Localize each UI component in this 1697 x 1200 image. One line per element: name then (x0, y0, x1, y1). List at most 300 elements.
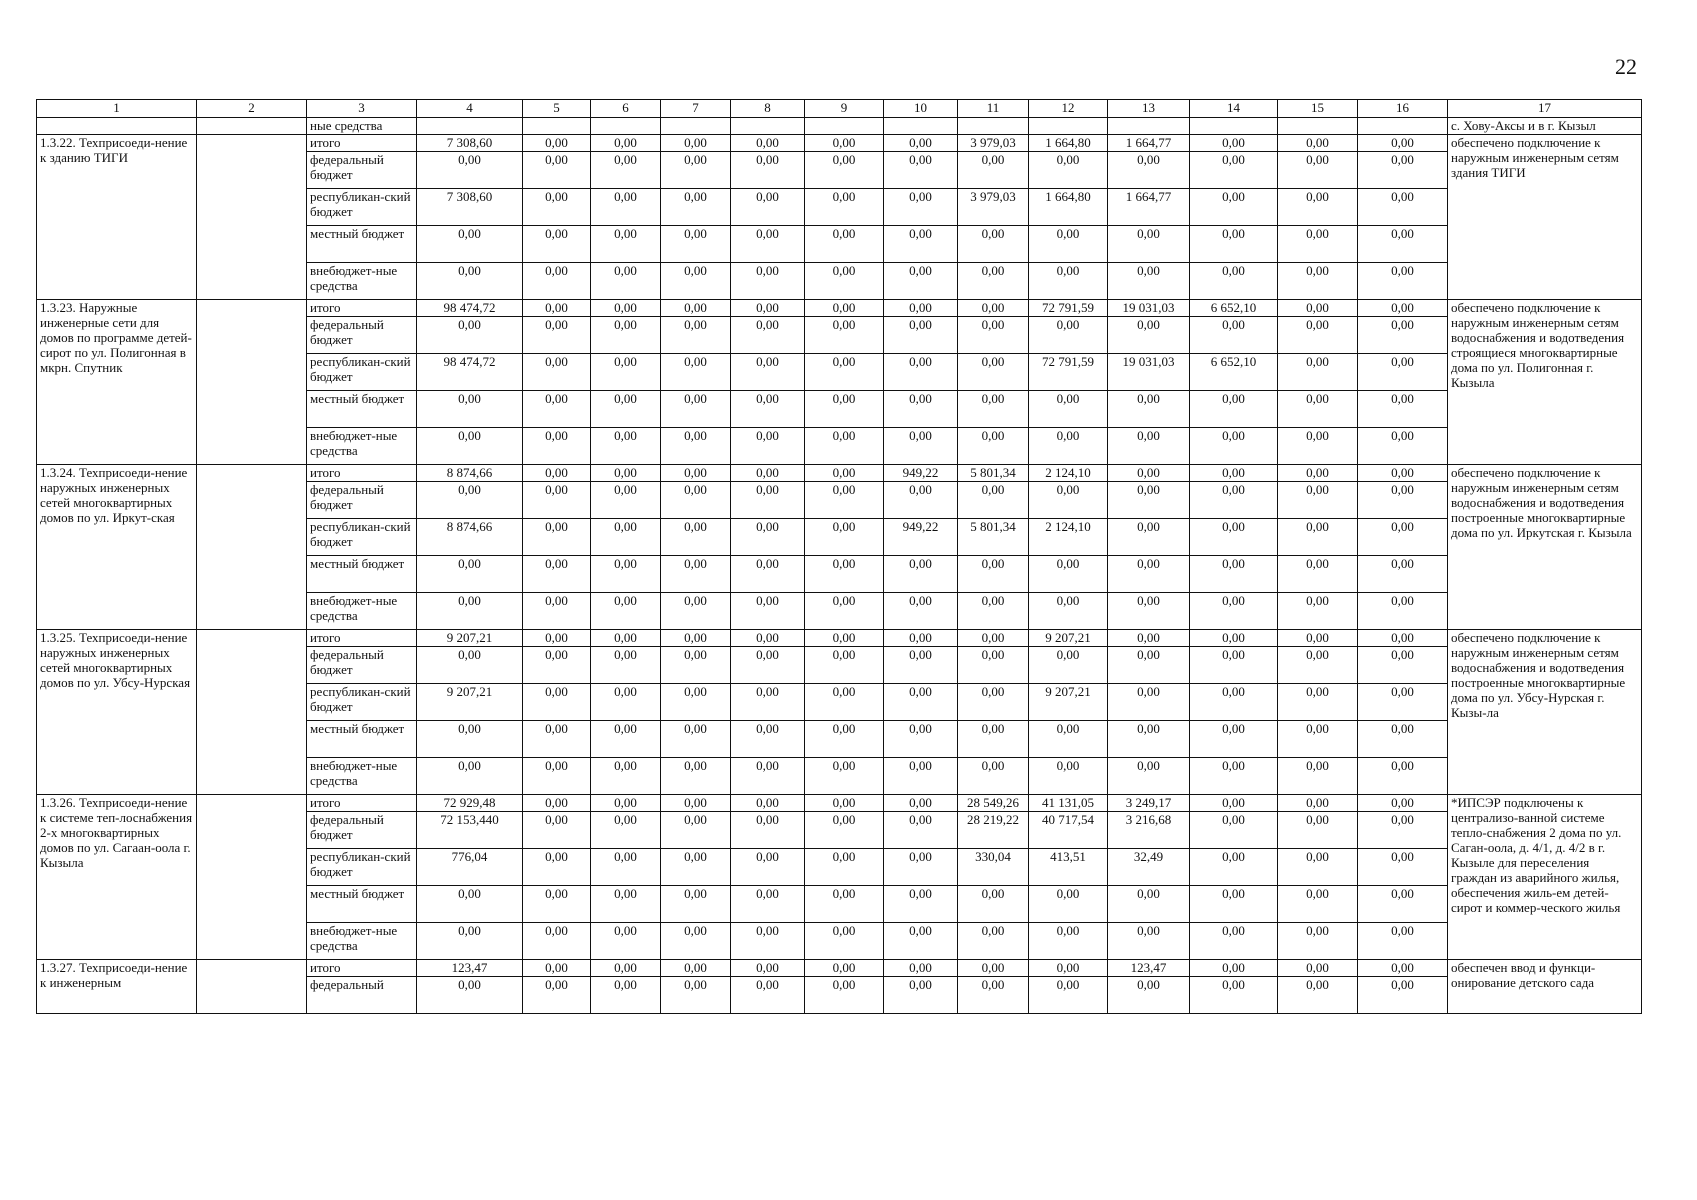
value-cell (1190, 118, 1278, 135)
value-cell: 0,00 (958, 630, 1029, 647)
value-cell: 98 474,72 (417, 354, 523, 391)
value-cell: 0,00 (1358, 189, 1448, 226)
value-cell: 0,00 (1358, 960, 1448, 977)
value-cell: 0,00 (884, 630, 958, 647)
value-cell: 0,00 (958, 593, 1029, 630)
value-cell: 0,00 (884, 263, 958, 300)
value-cell: 0,00 (417, 391, 523, 428)
column-number-header: 9 (805, 100, 884, 118)
value-cell: 0,00 (1278, 721, 1358, 758)
value-cell: 0,00 (661, 189, 731, 226)
value-cell: 0,00 (1190, 189, 1278, 226)
column-number-header: 14 (1190, 100, 1278, 118)
project-name: 1.3.24. Техприсоеди-нение наружных инженерных сетей многоквартирных домов по ул. Иркут-ская (37, 465, 197, 630)
value-cell: 9 207,21 (1029, 684, 1108, 721)
value-cell: 0,00 (417, 977, 523, 1014)
value-cell: 0,00 (1190, 482, 1278, 519)
value-cell: 0,00 (591, 721, 661, 758)
value-cell: 0,00 (958, 226, 1029, 263)
value-cell: 0,00 (661, 354, 731, 391)
value-cell: 0,00 (1278, 630, 1358, 647)
value-cell: 0,00 (1190, 263, 1278, 300)
value-cell: 0,00 (1108, 556, 1190, 593)
value-cell: 0,00 (731, 647, 805, 684)
value-cell: 0,00 (1108, 593, 1190, 630)
value-cell: 0,00 (884, 391, 958, 428)
value-cell: 0,00 (591, 556, 661, 593)
value-cell: 0,00 (731, 593, 805, 630)
value-cell: 0,00 (1190, 795, 1278, 812)
value-cell: 0,00 (1358, 886, 1448, 923)
value-cell: 0,00 (1108, 226, 1190, 263)
column-number-header: 6 (591, 100, 661, 118)
value-cell: 0,00 (591, 647, 661, 684)
empty-cell (197, 960, 307, 1014)
value-cell: 0,00 (1278, 795, 1358, 812)
value-cell: 0,00 (1278, 977, 1358, 1014)
value-cell: 0,00 (1108, 886, 1190, 923)
value-cell: 1 664,77 (1108, 135, 1190, 152)
value-cell: 0,00 (1108, 923, 1190, 960)
value-cell: 0,00 (805, 960, 884, 977)
value-cell: 0,00 (805, 152, 884, 189)
value-cell: 0,00 (1278, 152, 1358, 189)
value-cell: 0,00 (1190, 886, 1278, 923)
value-cell: 0,00 (1358, 593, 1448, 630)
funding-source: местный бюджет (307, 391, 417, 428)
funding-source: федеральный бюджет (307, 482, 417, 519)
value-cell: 6 652,10 (1190, 300, 1278, 317)
value-cell: 0,00 (523, 849, 591, 886)
funding-source: федеральный бюджет (307, 317, 417, 354)
value-cell: 0,00 (523, 465, 591, 482)
value-cell: 0,00 (1190, 135, 1278, 152)
value-cell: 0,00 (1358, 556, 1448, 593)
value-cell: 0,00 (884, 300, 958, 317)
funding-source: внебюджет-ные средства (307, 428, 417, 465)
value-cell: 0,00 (1358, 721, 1448, 758)
value-cell: 41 131,05 (1029, 795, 1108, 812)
funding-source: итого (307, 630, 417, 647)
value-cell: 0,00 (884, 647, 958, 684)
value-cell: 0,00 (523, 758, 591, 795)
project-name: 1.3.26. Техприсоеди-нение к системе теп-лоснабжения 2-х многоквартирных домов по ул. Сагаан-оола г. Кызыла (37, 795, 197, 960)
value-cell: 0,00 (661, 960, 731, 977)
value-cell: 0,00 (591, 465, 661, 482)
value-cell: 0,00 (591, 391, 661, 428)
expected-result: *ИПСЭР подключены к централизо-ванной системе тепло-снабжения 2 дома по ул. Саган-оола, д. 4/1, д. 4/2 в г. Кызыле для переселения граждан из аварийного жилья, обеспечения жиль-ем детей-сирот и коммер-ческого жилья (1448, 795, 1642, 960)
funding-source: внебюджет-ные средства (307, 263, 417, 300)
value-cell: 0,00 (1278, 556, 1358, 593)
value-cell: 3 249,17 (1108, 795, 1190, 812)
value-cell: 0,00 (591, 189, 661, 226)
value-cell: 0,00 (1358, 758, 1448, 795)
value-cell: 0,00 (884, 923, 958, 960)
value-cell: 0,00 (1358, 428, 1448, 465)
value-cell: 0,00 (1358, 647, 1448, 684)
funding-source: республикан-ский бюджет (307, 354, 417, 391)
value-cell: 0,00 (958, 391, 1029, 428)
project-name: 1.3.25. Техприсоеди-нение наружных инженерных сетей многоквартирных домов по ул. Убсу-Нурская (37, 630, 197, 795)
funding-source: ные средства (307, 118, 417, 135)
value-cell: 1 664,77 (1108, 189, 1190, 226)
table-row (37, 960, 1642, 977)
value-cell: 330,04 (958, 849, 1029, 886)
value-cell: 0,00 (1108, 482, 1190, 519)
value-cell (417, 118, 523, 135)
value-cell: 0,00 (805, 886, 884, 923)
value-cell: 0,00 (417, 482, 523, 519)
value-cell: 0,00 (884, 684, 958, 721)
table-row (37, 630, 1642, 647)
project-name: 1.3.27. Техприсоеди-нение к инженерным (37, 960, 197, 1014)
value-cell: 8 874,66 (417, 519, 523, 556)
value-cell: 0,00 (958, 923, 1029, 960)
value-cell: 0,00 (731, 189, 805, 226)
value-cell: 0,00 (523, 795, 591, 812)
expected-result: обеспечено подключение к наружным инженерным сетям водоснабжения и водотведения строящиеся многоквартирные дома по ул. Полигонная г. Кызыла (1448, 300, 1642, 465)
column-number-header: 3 (307, 100, 417, 118)
value-cell: 0,00 (1029, 482, 1108, 519)
value-cell: 0,00 (1108, 647, 1190, 684)
value-cell: 0,00 (884, 977, 958, 1014)
value-cell: 0,00 (1108, 758, 1190, 795)
value-cell: 0,00 (1108, 630, 1190, 647)
value-cell: 0,00 (1358, 354, 1448, 391)
value-cell: 0,00 (805, 721, 884, 758)
value-cell: 72 153,440 (417, 812, 523, 849)
value-cell: 776,04 (417, 849, 523, 886)
value-cell: 0,00 (805, 758, 884, 795)
value-cell: 0,00 (591, 977, 661, 1014)
value-cell: 0,00 (731, 482, 805, 519)
value-cell: 0,00 (1190, 226, 1278, 263)
value-cell: 0,00 (884, 758, 958, 795)
column-number-header: 7 (661, 100, 731, 118)
funding-source: федеральный бюджет (307, 152, 417, 189)
value-cell (1278, 118, 1358, 135)
value-cell: 0,00 (1108, 721, 1190, 758)
value-cell: 0,00 (805, 795, 884, 812)
value-cell: 0,00 (1278, 960, 1358, 977)
value-cell: 0,00 (523, 519, 591, 556)
value-cell: 0,00 (1029, 960, 1108, 977)
funding-source: республикан-ский бюджет (307, 849, 417, 886)
column-number-header: 12 (1029, 100, 1108, 118)
funding-source: итого (307, 465, 417, 482)
value-cell: 0,00 (1358, 795, 1448, 812)
value-cell: 0,00 (591, 317, 661, 354)
value-cell: 0,00 (884, 317, 958, 354)
value-cell: 949,22 (884, 519, 958, 556)
value-cell: 0,00 (805, 812, 884, 849)
value-cell: 0,00 (523, 263, 591, 300)
value-cell: 0,00 (661, 391, 731, 428)
value-cell: 0,00 (884, 428, 958, 465)
value-cell: 0,00 (1278, 923, 1358, 960)
value-cell: 0,00 (1190, 758, 1278, 795)
value-cell: 0,00 (1358, 977, 1448, 1014)
header-row (37, 100, 1642, 118)
value-cell: 0,00 (661, 556, 731, 593)
funding-source: внебюджет-ные средства (307, 593, 417, 630)
value-cell: 413,51 (1029, 849, 1108, 886)
value-cell: 0,00 (1029, 391, 1108, 428)
funding-source: местный бюджет (307, 886, 417, 923)
value-cell: 0,00 (884, 226, 958, 263)
funding-source: итого (307, 960, 417, 977)
value-cell: 0,00 (1190, 428, 1278, 465)
value-cell: 0,00 (731, 630, 805, 647)
empty-cell (197, 135, 307, 300)
value-cell: 0,00 (1190, 684, 1278, 721)
value-cell: 0,00 (523, 226, 591, 263)
value-cell: 0,00 (1278, 135, 1358, 152)
value-cell: 0,00 (661, 465, 731, 482)
value-cell: 0,00 (805, 684, 884, 721)
value-cell: 0,00 (805, 317, 884, 354)
value-cell: 5 801,34 (958, 465, 1029, 482)
value-cell: 0,00 (661, 795, 731, 812)
value-cell: 0,00 (661, 886, 731, 923)
value-cell (731, 118, 805, 135)
value-cell: 0,00 (731, 684, 805, 721)
funding-source: федеральный бюджет (307, 647, 417, 684)
value-cell: 0,00 (523, 630, 591, 647)
value-cell: 0,00 (523, 135, 591, 152)
value-cell: 0,00 (1190, 849, 1278, 886)
value-cell: 0,00 (591, 263, 661, 300)
empty-cell (197, 118, 307, 135)
value-cell: 0,00 (523, 647, 591, 684)
value-cell: 0,00 (661, 977, 731, 1014)
value-cell: 0,00 (417, 226, 523, 263)
value-cell: 0,00 (958, 300, 1029, 317)
value-cell: 0,00 (1108, 519, 1190, 556)
column-number-header: 10 (884, 100, 958, 118)
value-cell: 0,00 (1278, 482, 1358, 519)
value-cell: 0,00 (1278, 684, 1358, 721)
value-cell: 9 207,21 (1029, 630, 1108, 647)
value-cell: 0,00 (591, 482, 661, 519)
value-cell: 0,00 (958, 354, 1029, 391)
value-cell: 0,00 (417, 152, 523, 189)
value-cell: 0,00 (661, 923, 731, 960)
value-cell: 0,00 (1278, 226, 1358, 263)
value-cell: 0,00 (1278, 354, 1358, 391)
value-cell: 0,00 (731, 391, 805, 428)
value-cell: 0,00 (805, 593, 884, 630)
value-cell: 0,00 (884, 189, 958, 226)
value-cell: 0,00 (805, 354, 884, 391)
value-cell: 0,00 (1278, 886, 1358, 923)
value-cell: 0,00 (523, 189, 591, 226)
expected-result: обеспечено подключение к наружным инженерным сетям водоснабжения и водотведения построенные многоквартирные дома по ул. Иркутская г. Кызыла (1448, 465, 1642, 630)
value-cell: 0,00 (884, 593, 958, 630)
value-cell: 0,00 (523, 593, 591, 630)
value-cell: 0,00 (1278, 300, 1358, 317)
value-cell: 0,00 (1029, 226, 1108, 263)
value-cell: 0,00 (417, 593, 523, 630)
value-cell: 0,00 (1358, 391, 1448, 428)
column-number-header: 2 (197, 100, 307, 118)
value-cell: 5 801,34 (958, 519, 1029, 556)
value-cell: 0,00 (591, 135, 661, 152)
value-cell: 0,00 (1190, 647, 1278, 684)
value-cell: 0,00 (958, 263, 1029, 300)
value-cell: 0,00 (884, 135, 958, 152)
column-number-header: 4 (417, 100, 523, 118)
value-cell: 0,00 (523, 556, 591, 593)
funding-source: местный бюджет (307, 721, 417, 758)
value-cell: 0,00 (661, 593, 731, 630)
project-cell (37, 118, 197, 135)
value-cell: 0,00 (1358, 465, 1448, 482)
value-cell: 0,00 (591, 795, 661, 812)
column-number-header: 5 (523, 100, 591, 118)
value-cell: 0,00 (731, 960, 805, 977)
value-cell: 0,00 (661, 812, 731, 849)
value-cell: 3 979,03 (958, 189, 1029, 226)
value-cell: 0,00 (805, 391, 884, 428)
value-cell: 0,00 (591, 684, 661, 721)
value-cell: 0,00 (805, 465, 884, 482)
value-cell: 0,00 (1278, 317, 1358, 354)
value-cell: 0,00 (805, 519, 884, 556)
value-cell: 0,00 (731, 795, 805, 812)
budget-table (36, 99, 1642, 1014)
value-cell: 0,00 (731, 263, 805, 300)
value-cell: 0,00 (591, 519, 661, 556)
value-cell: 7 308,60 (417, 135, 523, 152)
value-cell: 0,00 (523, 354, 591, 391)
carry-over-row (37, 118, 1642, 135)
funding-source: местный бюджет (307, 556, 417, 593)
value-cell: 0,00 (1190, 317, 1278, 354)
value-cell: 40 717,54 (1029, 812, 1108, 849)
value-cell: 0,00 (731, 721, 805, 758)
column-number-header: 13 (1108, 100, 1190, 118)
value-cell: 0,00 (661, 428, 731, 465)
value-cell: 0,00 (1190, 960, 1278, 977)
funding-source: федеральный бюджет (307, 812, 417, 849)
value-cell: 0,00 (805, 977, 884, 1014)
value-cell: 0,00 (1278, 758, 1358, 795)
value-cell: 3 216,68 (1108, 812, 1190, 849)
funding-source: внебюджет-ные средства (307, 758, 417, 795)
value-cell: 9 207,21 (417, 630, 523, 647)
value-cell: 0,00 (523, 886, 591, 923)
value-cell: 0,00 (731, 354, 805, 391)
funding-source: внебюджет-ные средства (307, 923, 417, 960)
value-cell: 0,00 (731, 849, 805, 886)
value-cell: 0,00 (1029, 721, 1108, 758)
value-cell: 72 791,59 (1029, 300, 1108, 317)
value-cell (884, 118, 958, 135)
value-cell: 0,00 (1029, 152, 1108, 189)
value-cell: 0,00 (1190, 923, 1278, 960)
funding-source: федеральный (307, 977, 417, 1014)
funding-source: итого (307, 300, 417, 317)
value-cell: 0,00 (661, 317, 731, 354)
value-cell: 0,00 (523, 923, 591, 960)
value-cell: 0,00 (884, 354, 958, 391)
value-cell: 0,00 (958, 647, 1029, 684)
value-cell: 0,00 (1029, 593, 1108, 630)
value-cell: 0,00 (661, 152, 731, 189)
value-cell: 0,00 (731, 556, 805, 593)
value-cell: 72 929,48 (417, 795, 523, 812)
value-cell: 0,00 (731, 226, 805, 263)
value-cell: 0,00 (1358, 226, 1448, 263)
value-cell: 0,00 (591, 886, 661, 923)
value-cell: 0,00 (1358, 135, 1448, 152)
value-cell: 0,00 (523, 684, 591, 721)
value-cell: 0,00 (958, 977, 1029, 1014)
value-cell: 0,00 (591, 428, 661, 465)
empty-cell (197, 300, 307, 465)
value-cell: 0,00 (523, 960, 591, 977)
value-cell: 0,00 (1358, 519, 1448, 556)
value-cell: 0,00 (1358, 684, 1448, 721)
value-cell: 0,00 (958, 317, 1029, 354)
value-cell: 0,00 (661, 482, 731, 519)
value-cell: 0,00 (805, 428, 884, 465)
value-cell: 0,00 (958, 960, 1029, 977)
value-cell: 0,00 (884, 849, 958, 886)
value-cell: 0,00 (731, 886, 805, 923)
value-cell: 0,00 (958, 886, 1029, 923)
funding-source: республикан-ский бюджет (307, 189, 417, 226)
value-cell (805, 118, 884, 135)
value-cell: 0,00 (884, 721, 958, 758)
value-cell: 0,00 (591, 300, 661, 317)
value-cell: 0,00 (1108, 465, 1190, 482)
value-cell: 0,00 (661, 721, 731, 758)
value-cell: 0,00 (731, 812, 805, 849)
value-cell: 0,00 (1029, 263, 1108, 300)
value-cell: 0,00 (731, 519, 805, 556)
value-cell: 0,00 (884, 795, 958, 812)
value-cell (1108, 118, 1190, 135)
value-cell: 0,00 (1278, 647, 1358, 684)
value-cell: 0,00 (1358, 482, 1448, 519)
funding-source: итого (307, 795, 417, 812)
value-cell: 0,00 (417, 317, 523, 354)
value-cell: 0,00 (591, 812, 661, 849)
empty-cell (197, 630, 307, 795)
value-cell: 0,00 (1108, 428, 1190, 465)
column-number-header: 17 (1448, 100, 1642, 118)
value-cell: 0,00 (805, 135, 884, 152)
value-cell: 0,00 (417, 263, 523, 300)
value-cell: 0,00 (731, 152, 805, 189)
value-cell: 0,00 (661, 300, 731, 317)
value-cell: 98 474,72 (417, 300, 523, 317)
value-cell: 0,00 (661, 758, 731, 795)
value-cell: 0,00 (958, 428, 1029, 465)
table-row (37, 795, 1642, 812)
value-cell: 0,00 (417, 428, 523, 465)
value-cell: 0,00 (1190, 977, 1278, 1014)
value-cell: 0,00 (1190, 630, 1278, 647)
value-cell: 0,00 (731, 300, 805, 317)
value-cell: 0,00 (1278, 189, 1358, 226)
value-cell: 0,00 (591, 152, 661, 189)
value-cell: 0,00 (731, 758, 805, 795)
value-cell: 949,22 (884, 465, 958, 482)
value-cell: 0,00 (523, 300, 591, 317)
